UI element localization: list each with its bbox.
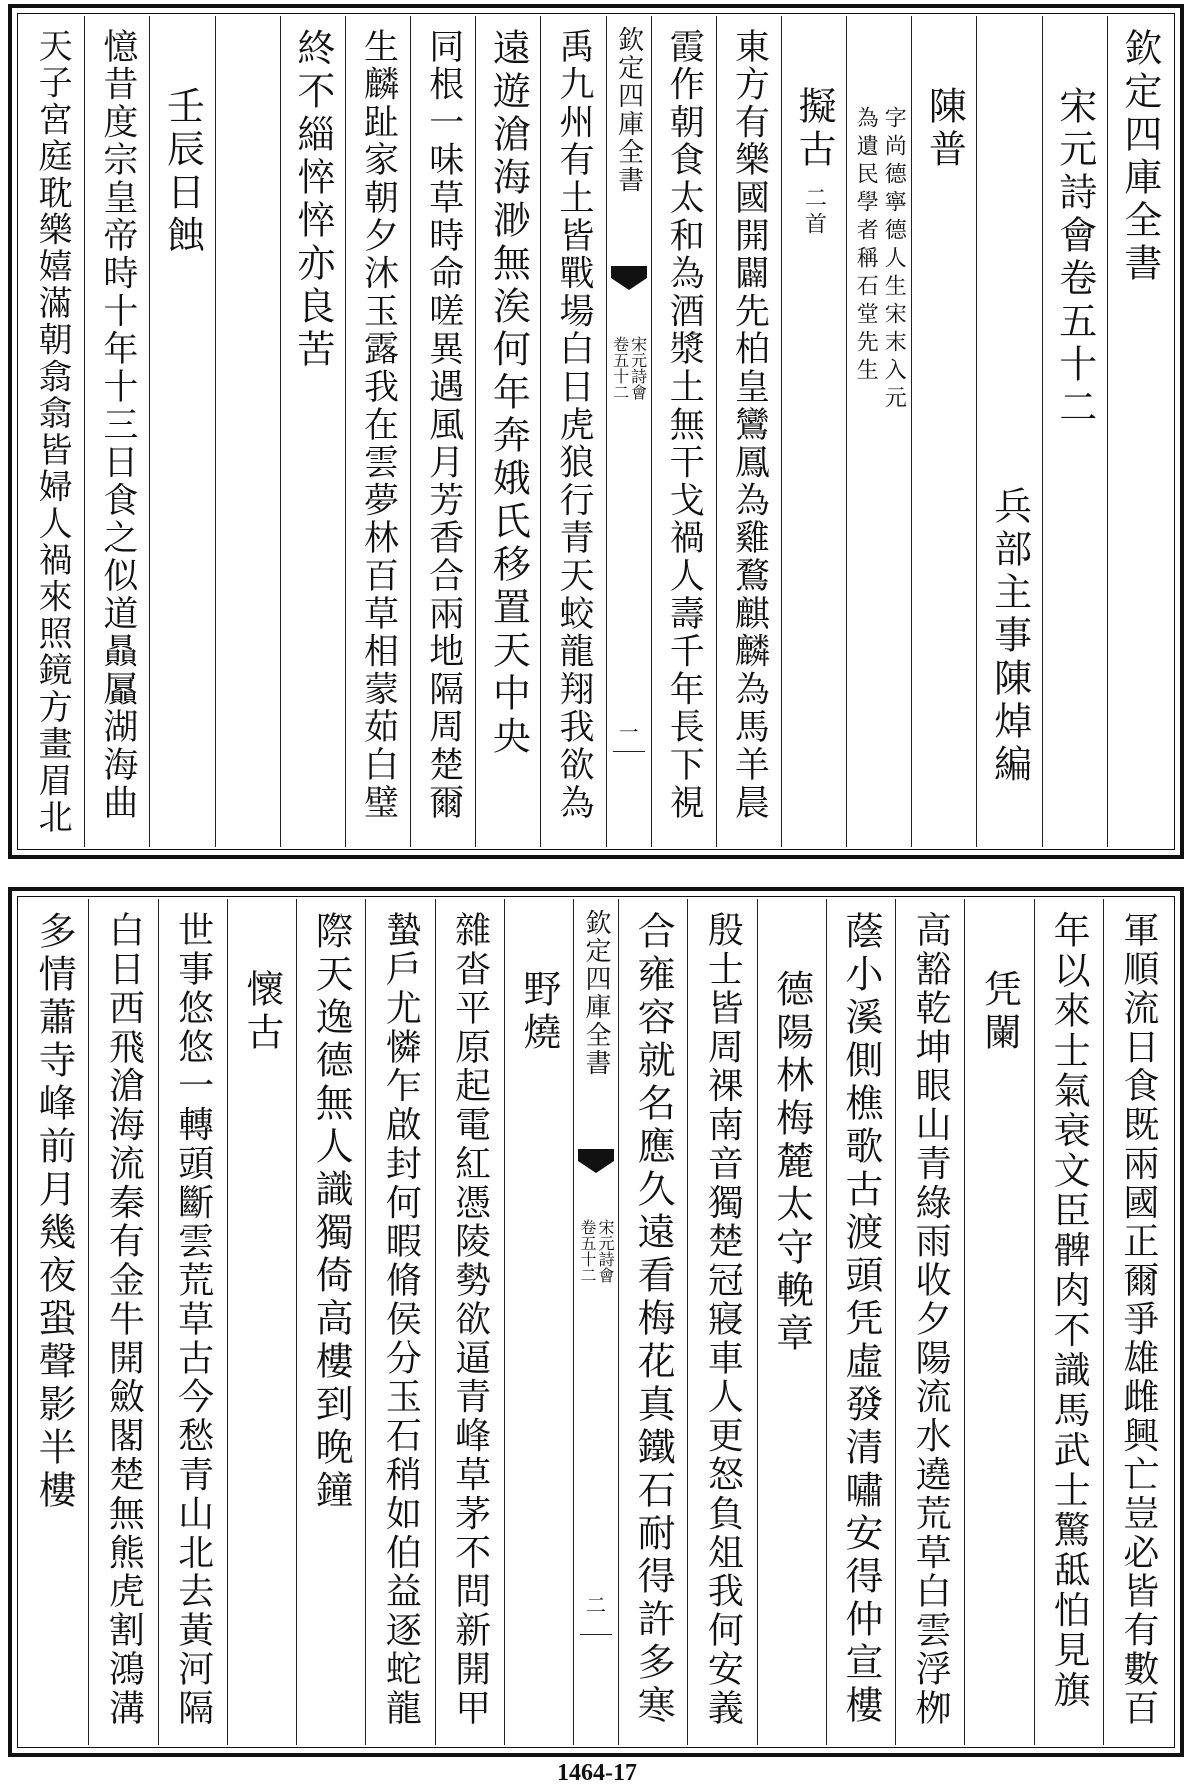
column-text: 霞作朝食太和為酒漿土無干戈禍人壽千年長下視 <box>664 28 705 822</box>
column-text: 年以來士氣衰文臣髀肉不識馬武士驚䑛怕見旗 <box>1047 911 1091 1711</box>
text-column <box>475 16 540 847</box>
column-text: 天子宮庭耽樂嬉滿朝翕翕皆婦人禍來照鏡方畫眉北 <box>32 28 73 836</box>
column-text: 蔭小溪側樵歌古渡頭凭虛發清嘯安得仲宣樓 <box>838 911 883 1728</box>
fold-sub-line: 宋元詩會 <box>596 1219 615 1283</box>
column-text: 欽定四庫全書 <box>1117 28 1162 286</box>
fold-title: 欽定四庫全書 <box>581 909 611 1077</box>
text-column <box>1042 16 1107 847</box>
fold-rule <box>580 1634 612 1635</box>
lower-columns <box>20 899 1172 1745</box>
fold-column <box>606 16 651 847</box>
column-text: 終不緇悴悴亦良苦 <box>290 28 335 372</box>
column-text: 遠遊滄海渺無涘何年奔娥氏移置天中央 <box>486 28 531 759</box>
column-text: 際天逸德無人識獨倚高樓到晚鐘 <box>309 911 354 1513</box>
text-column <box>846 16 911 847</box>
poem-title: 德陽林梅麓太守輓章 <box>769 969 814 1356</box>
column-text: 宋元詩會卷五十二 <box>1052 86 1097 430</box>
text-column <box>88 899 157 1745</box>
column-text: 蟄戶尤憐乍啟封何暇脩侯分玉石稍如伯益逐蛇龍 <box>380 911 422 1728</box>
text-column <box>687 899 756 1745</box>
text-column <box>1103 899 1172 1745</box>
text-column <box>1107 16 1172 847</box>
author-note <box>847 106 911 414</box>
poem-title: 凭闌 <box>977 969 1022 1055</box>
text-column <box>296 899 365 1745</box>
column-text: 多情蕭寺峰前月幾夜蛩聲影半樓 <box>32 911 77 1513</box>
text-column <box>84 16 149 847</box>
fold-title: 欽定四庫全書 <box>613 26 644 194</box>
fishtail-mark <box>611 266 647 290</box>
text-column <box>435 899 504 1745</box>
text-column <box>158 899 227 1745</box>
lower-page <box>8 887 1184 1757</box>
fold-subtitle <box>574 1219 618 1283</box>
column-text: 東方有樂國開闢先柏皇鸞鳳為雞鶩麒麟為馬羊晨 <box>729 28 770 822</box>
text-column <box>716 16 781 847</box>
column-text: 同根一味草時命嗟異遇風月芳香合兩地隔周楚爾 <box>423 28 464 822</box>
fishtail-mark <box>578 1149 614 1173</box>
upper-columns <box>20 16 1172 847</box>
column-text: 白日西飛滄海流秦有金牛開斂閣楚無熊虎割鴻溝 <box>103 911 145 1728</box>
column-text: 高豁乾坤眼山青綠雨收夕陽流水遶荒草白雲浮栁 <box>910 911 952 1728</box>
page-footer-number: 1464-17 <box>557 1760 637 1786</box>
column-text: 殷士皆周祼南音獨楚冠寢車人更怒負俎我何安義 <box>702 911 744 1728</box>
text-column <box>964 899 1033 1745</box>
note-line: 為遺民學者稱石堂先生 <box>853 106 879 386</box>
column-text: 軍順流日食既兩國正爾爭雄雌興亡豈必皆有數百 <box>1117 911 1159 1728</box>
text-column <box>215 16 280 847</box>
poem-count: 二首 <box>801 186 827 238</box>
fold-rule <box>613 751 645 752</box>
fold-column <box>573 899 618 1745</box>
text-column <box>651 16 716 847</box>
leaf-number: 二 <box>586 1593 606 1617</box>
fold-subtitle <box>607 336 651 400</box>
text-column <box>410 16 475 847</box>
text-column <box>911 16 976 847</box>
leaf-number: 一 <box>618 720 639 744</box>
fold-sub-line: 卷五十二 <box>610 336 630 400</box>
column-text: 憶昔度宗皇帝時十年十三日食之似道贔屭湖海曲 <box>97 28 138 822</box>
text-column <box>618 899 687 1745</box>
note-line: 字尚德寧德人生宋末入元 <box>881 106 907 414</box>
poem-title: 擬古 <box>792 86 837 172</box>
text-column <box>227 899 296 1745</box>
poem-title: 懷古 <box>239 969 284 1055</box>
poem-title: 野燒 <box>516 969 561 1055</box>
fold-sub-line: 宋元詩會 <box>628 336 648 400</box>
column-text: 生麟趾家朝夕沐玉露我在雲夢林百草相蒙茹白璧 <box>358 28 399 822</box>
text-column <box>826 899 895 1745</box>
text-column <box>20 899 88 1745</box>
poem-title: 壬辰日蝕 <box>160 86 205 258</box>
text-column <box>365 899 434 1745</box>
column-text: 禹九州有土皆戰場白日虎狼行青天蛟龍翔我欲為 <box>554 28 595 822</box>
column-text: 合雍容就名應久遠看梅花真鐵石耐得許多寒 <box>631 911 676 1728</box>
text-column <box>976 16 1041 847</box>
text-column <box>20 16 84 847</box>
text-column <box>895 899 964 1745</box>
column-text: 雜沓平原起電紅憑陵勢欲逼青峰草茅不問新開甲 <box>449 911 491 1728</box>
text-column <box>781 16 846 847</box>
author-name: 陳普 <box>922 86 967 172</box>
text-column <box>504 899 573 1745</box>
upper-page <box>8 4 1184 859</box>
text-column <box>540 16 605 847</box>
text-column <box>149 16 214 847</box>
text-column <box>757 899 826 1745</box>
fold-sub-line: 卷五十二 <box>578 1219 597 1283</box>
column-text: 世事悠悠一轉頭斷雲荒草古今愁青山北去黃河隔 <box>172 911 214 1728</box>
text-column <box>345 16 410 847</box>
column-text: 兵部主事陳焯編 <box>987 486 1032 787</box>
text-column <box>280 16 345 847</box>
text-column <box>1034 899 1103 1745</box>
